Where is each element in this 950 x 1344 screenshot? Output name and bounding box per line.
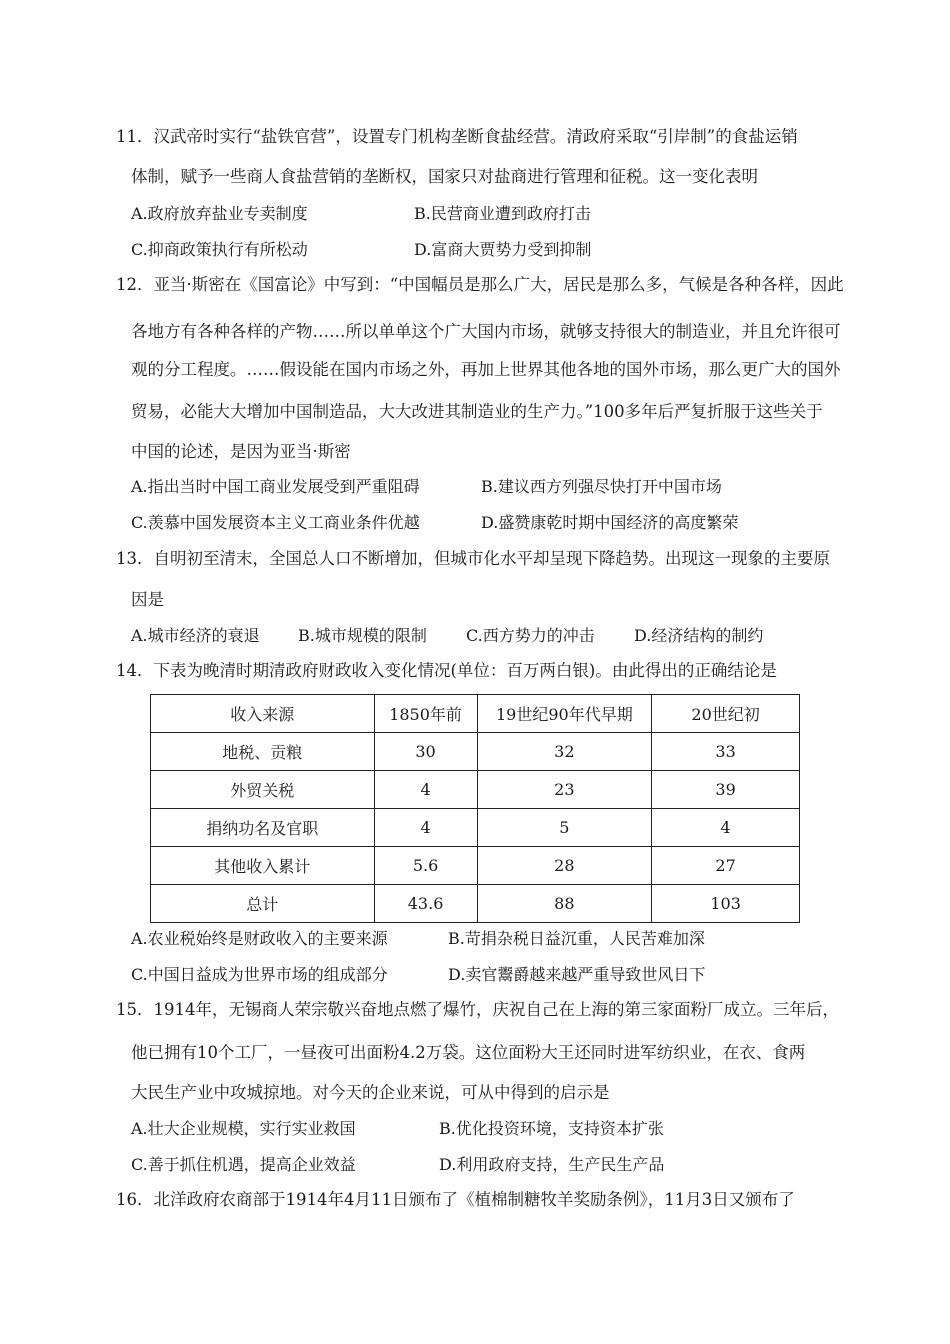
question-14-line-1: 14．下表为晚清时期清政府财政收入变化情况(单位：百万两白银)。由此得出的正确结论是: [116, 661, 777, 680]
question-12-option-a: A.指出当时中国工商业发展受到严重阻碍: [131, 477, 420, 496]
table-cell: 33: [652, 733, 800, 771]
table-header-cell: 1850年前: [374, 695, 477, 733]
table-cell: 捐纳功名及官职: [151, 809, 375, 847]
question-12-option-d: D.盛赞康乾时期中国经济的高度繁荣: [481, 513, 739, 532]
question-13-option-b: B.城市规模的限制: [298, 626, 427, 645]
question-13-line-1: 13．自明初至清末，全国总人口不断增加，但城市化水平却呈现下降趋势。出现这一现象的主要原: [116, 549, 830, 568]
table-cell: 总计: [151, 885, 375, 923]
table-header-cell: 20世纪初: [652, 695, 800, 733]
table-cell: 43.6: [374, 885, 477, 923]
question-12-line-1: 12．亚当·斯密在《国富论》中写到：“中国幅员是那么广大，居民是那么多，气候是各种各样，因此: [116, 275, 844, 294]
question-12-option-c: C.羡慕中国发展资本主义工商业条件优越: [131, 513, 420, 532]
table-row: [151, 847, 800, 885]
question-11-option-d: D.富商大贾势力受到抑制: [414, 240, 592, 259]
fiscal-revenue-table: [150, 694, 800, 923]
question-16-line-1: 16．北洋政府农商部于1914年4月11日颁布了《植棉制糖牧羊奖励条例》，11月3日又颁布了: [116, 1190, 795, 1209]
question-15-option-d: D.利用政府支持，生产民生产品: [439, 1155, 665, 1174]
question-15-option-a: A.壮大企业规模，实行实业救国: [131, 1119, 356, 1138]
question-15-option-b: B.优化投资环境，支持资本扩张: [439, 1119, 664, 1138]
question-14-option-a: A.农业税始终是财政收入的主要来源: [131, 929, 388, 948]
table-cell: 外贸关税: [151, 771, 375, 809]
table-cell: 4: [374, 771, 477, 809]
question-13-option-c: C.西方势力的冲击: [466, 626, 595, 645]
question-11-line-2: 体制，赋予一些商人食盐营销的垄断权，国家只对盐商进行管理和征税。这一变化表明: [131, 167, 758, 186]
question-13-line-2: 因是: [131, 590, 164, 609]
table-header-cell: 收入来源: [151, 695, 375, 733]
table-cell: 5: [477, 809, 652, 847]
table-cell: 39: [652, 771, 800, 809]
question-12-line-5: 中国的论述，是因为亚当·斯密: [131, 442, 351, 461]
table-row: [151, 733, 800, 771]
table-row: [151, 771, 800, 809]
question-14-option-d: D.卖官鬻爵越来越严重导致世风日下: [448, 965, 706, 984]
table-cell: 4: [374, 809, 477, 847]
table-cell: 23: [477, 771, 652, 809]
question-13-option-d: D.经济结构的制约: [634, 626, 764, 645]
table-header-row: [151, 695, 800, 733]
question-14-option-b: B.苛捐杂税日益沉重，人民苦难加深: [448, 929, 705, 948]
table-cell: 5.6: [374, 847, 477, 885]
question-15-option-c: C.善于抓住机遇，提高企业效益: [131, 1155, 356, 1174]
question-12-line-4: 贸易，必能大大增加中国制造品，大大改进其制造业的生产力。”100多年后严复折服于这些关于: [131, 402, 823, 421]
question-12-line-3: 观的分工程度。……假设能在国内市场之外，再加上世界其他各地的国外市场，那么更广大的国外: [131, 360, 841, 379]
table-cell: 28: [477, 847, 652, 885]
question-13-option-a: A.城市经济的衰退: [131, 626, 260, 645]
question-12-option-b: B.建议西方列强尽快打开中国市场: [481, 477, 722, 496]
table-cell: 4: [652, 809, 800, 847]
table-cell: 27: [652, 847, 800, 885]
table-cell: 30: [374, 733, 477, 771]
question-11-option-b: B.民营商业遭到政府打击: [414, 204, 591, 223]
question-15-line-3: 大民生产业中攻城掠地。对今天的企业来说，可从中得到的启示是: [131, 1083, 610, 1102]
table-cell: 32: [477, 733, 652, 771]
table-cell: 103: [652, 885, 800, 923]
question-15-line-1: 15．1914年，无锡商人荣宗敬兴奋地点燃了爆竹，庆祝自己在上海的第三家面粉厂成立。三年后，: [116, 1000, 839, 1019]
table-row: [151, 885, 800, 923]
table-cell: 其他收入累计: [151, 847, 375, 885]
question-11-option-c: C.抑商政策执行有所松动: [131, 240, 308, 259]
table-cell: 88: [477, 885, 652, 923]
table-cell: 地税、贡粮: [151, 733, 375, 771]
table-row: [151, 809, 800, 847]
question-15-line-2: 他已拥有10个工厂，一昼夜可出面粉4.2万袋。这位面粉大王还同时进军纺织业，在衣、食两: [131, 1043, 806, 1062]
table-header-cell: 19世纪90年代早期: [477, 695, 652, 733]
question-12-line-2: 各地方有各种各样的产物……所以单单这个广大国内市场，就够支持很大的制造业，并且允许很可: [131, 322, 841, 341]
question-14-option-c: C.中国日益成为世界市场的组成部分: [131, 965, 388, 984]
question-11-line-1: 11．汉武帝时实行“盐铁官营”，设置专门机构垄断食盐经营。清政府采取“引岸制”的食盐运销: [116, 127, 798, 146]
question-11-option-a: A.政府放弃盐业专卖制度: [131, 204, 308, 223]
